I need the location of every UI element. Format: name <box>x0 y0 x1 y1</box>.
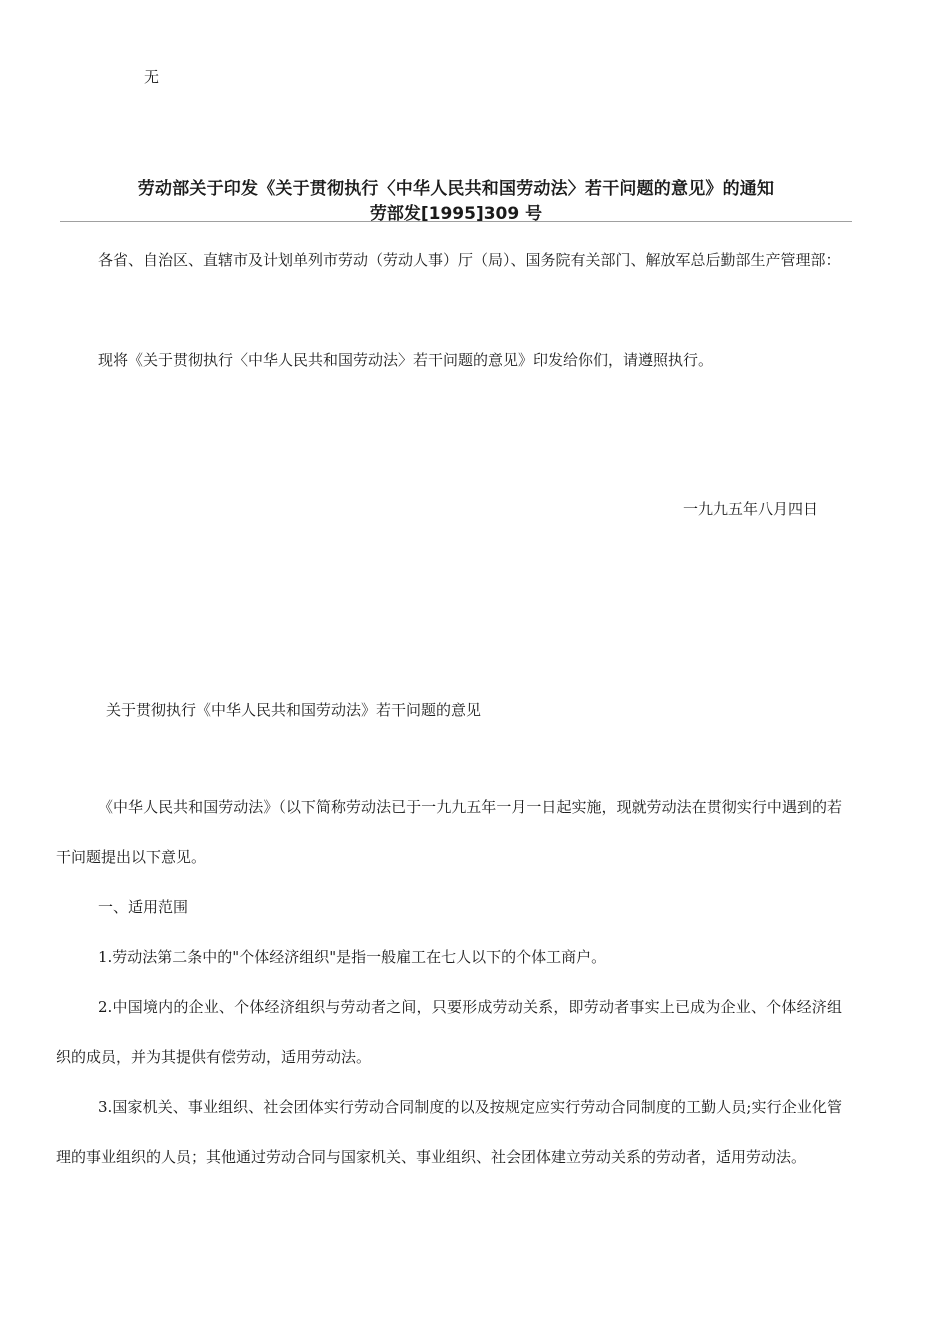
document-number: 劳部发[1995]309 号 <box>369 204 543 224</box>
title-divider <box>60 221 852 222</box>
addressee-paragraph: 各省、自治区、直辖市及计划单列市劳动（劳动人事）厅（局）、国务院有关部门、解放军总后勤部生产管理部： <box>98 251 841 269</box>
section-heading: 一、适用范围 <box>98 898 189 916</box>
opinion-subtitle: 关于贯彻执行《中华人民共和国劳动法》若干问题的意见 <box>106 701 482 719</box>
opinion-intro-paragraph: 《中华人民共和国劳动法》（以下简称劳动法已于一九九五年一月一日起实施，现就劳动法在贯彻实行中遇到的若干问题提出以下意见。 <box>56 798 842 866</box>
list-item: 3.国家机关、事业组织、社会团体实行劳动合同制度的以及按规定应实行劳动合同制度的工勤人员;实行企业化管理的事业组织的人员；其他通过劳动合同与国家机关、事业组织、社会团体建立劳动关系的劳动者，适用劳动法。 <box>56 1098 842 1166</box>
list-item: 2.中国境内的企业、个体经济组织与劳动者之间，只要形成劳动关系，即劳动者事实上已成为企业、个体经济组织的成员，并为其提供有偿劳动，适用劳动法。 <box>56 998 842 1066</box>
header-text: 无 <box>144 68 160 86</box>
notice-title: 劳动部关于印发《关于贯彻执行〈中华人民共和国劳动法〉若干问题的意见》的通知 <box>137 179 775 199</box>
notice-body-paragraph: 现将《关于贯彻执行〈中华人民共和国劳动法〉若干问题的意见》印发给你们，请遵照执行。 <box>98 351 714 369</box>
list-item: 1.劳动法第二条中的"个体经济组织"是指一般雇工在七人以下的个体工商户。 <box>98 948 607 966</box>
issue-date: 一九九五年八月四日 <box>682 500 818 518</box>
